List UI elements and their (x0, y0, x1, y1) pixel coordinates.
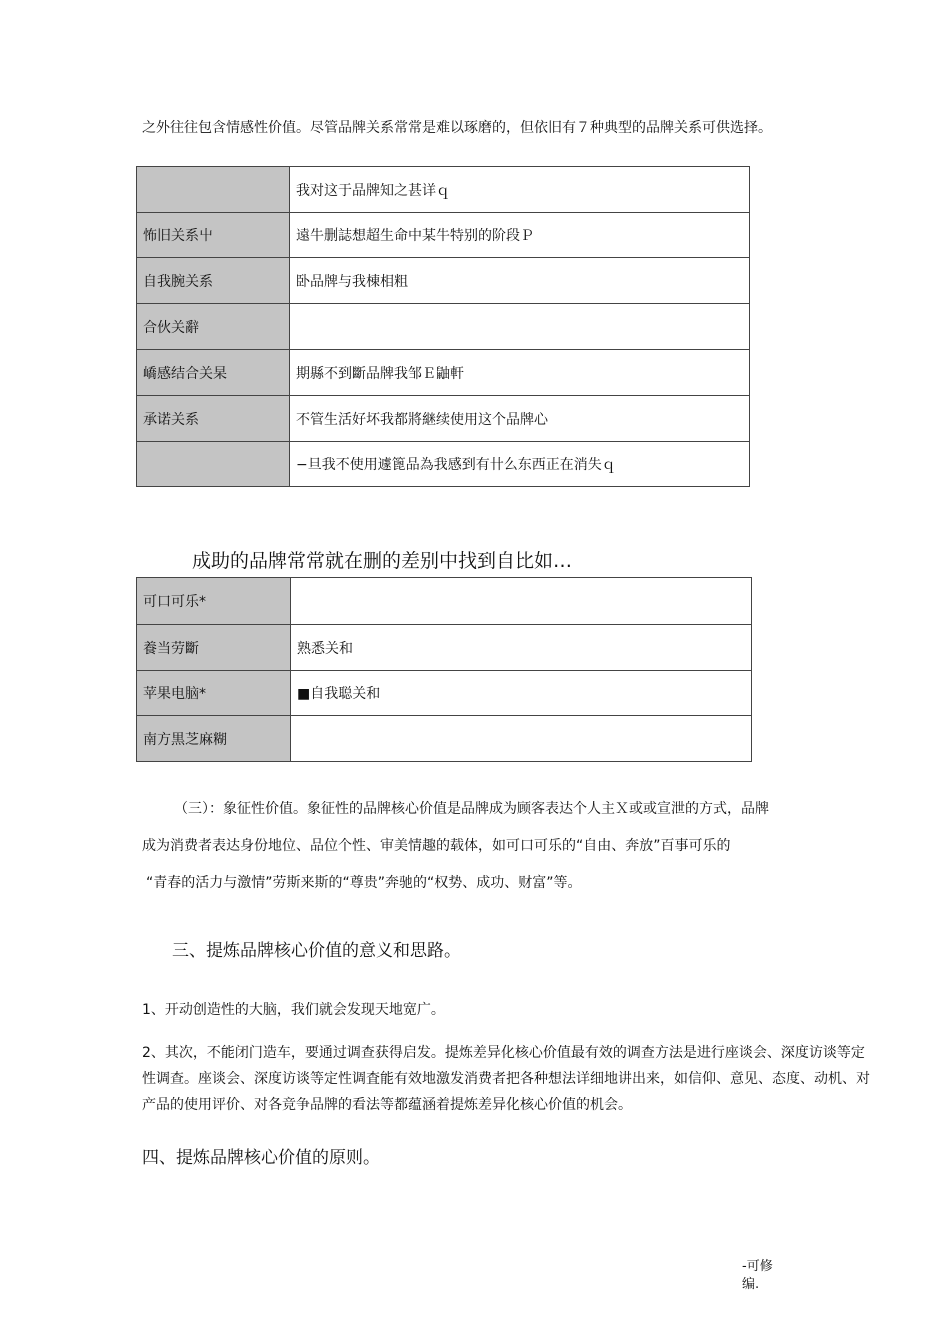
relationship-label: 承诺关系 (137, 396, 290, 442)
brand-label: 南方黒芝麻糊 (137, 716, 291, 762)
table-row (137, 213, 750, 258)
intro-line: 之外往往包含情感性价值。尽管品牌关系常常是难以琢磨的，但依旧有７种典型的品牌关系可供选择。 (142, 120, 772, 136)
heading-four: 四、提炼品牌核心价值的原则。 (142, 1148, 380, 1168)
brand-relationship: 熟悉关和 (291, 625, 752, 671)
table-row (137, 625, 752, 671)
footer-line-1: -可修 (742, 1259, 773, 1274)
footer-note (742, 1258, 773, 1294)
table-row (137, 578, 752, 625)
relationship-description (290, 304, 750, 350)
brand-label: 養当劳斷 (137, 625, 291, 671)
relationship-description: 遠牛删誌想超生命中某牛特别的阶段Ｐ (290, 213, 750, 258)
relationship-description: −旦我不使用遽篦品為我感到有卄么东西正在消失ｑ (290, 442, 750, 487)
brand-label: 苹果电脑* (137, 671, 291, 716)
relationship-description: 不管生活好坏我都將継续使用这个品牌心 (290, 396, 750, 442)
relationship-label: 嶠感结合关杲 (137, 350, 290, 396)
relationship-label: 合伙关辭 (137, 304, 290, 350)
brand-example-table (136, 577, 752, 762)
relationship-description: 卧品牌与我棟相粗 (290, 258, 750, 304)
point-1: 1、开动创造性的大脑，我们就会发现天地宽广。 (142, 1002, 445, 1018)
table-row (137, 304, 750, 350)
relationship-label (137, 167, 290, 213)
table-row (137, 167, 750, 213)
section-heading: 成助的品牌常常就在删的差别中找到自比如… (192, 550, 573, 572)
relationship-label (137, 442, 290, 487)
brand-relationship (291, 578, 752, 625)
point-2: 2、其次，不能闭门造车，要通过调查获得启发。提炼差异化核心价值最有效的调查方法是进行座谈会、深度访谈等定性调查。座谈会、深度访谈等定性调査能有效地激发消费者把各种想法详细地讲出来，如信仰、意见、态度、动机、对产品的使用评价、对各竞争品牌的看法等都蕴涵着提炼差异化核心价值的机会。 (142, 1045, 870, 1113)
symbolic-value-line-3: “青春的活力与激情”劳斯来斯的“尊贵”奔驰的“权势、成功、财富”等。 (146, 875, 582, 891)
brand-relationship: ■自我聪关和 (291, 671, 752, 716)
table-row (137, 258, 750, 304)
heading-three: 三、提炼品牌核心价值的意义和思路。 (172, 941, 461, 961)
table-row (137, 442, 750, 487)
relationship-description: 期縣不到斷品牌我邹Ｅ鼬軒 (290, 350, 750, 396)
symbolic-value-line-1: （三）：象征性价值。象征性的品牌核心价值是品牌成为顾客表达个人主Ｘ或或宣泄的方式，品牌 (174, 801, 769, 817)
brand-relationship (291, 716, 752, 762)
relationship-description: 我对这于品牌知之甚详ｑ (290, 167, 750, 213)
table-row (137, 350, 750, 396)
footer-line-2: 编. (742, 1277, 760, 1292)
table-row (137, 716, 752, 762)
table-row (137, 671, 752, 716)
table-row (137, 396, 750, 442)
brand-label: 可口可乐* (137, 578, 291, 625)
relationship-label: 怖旧关系屮 (137, 213, 290, 258)
brand-relationship-table (136, 166, 750, 487)
symbolic-value-line-2: 成为消费者表达身份地位、品位个性、审美情趣的载体，如可口可乐的“自由、奔放”百事可乐的 (142, 838, 731, 854)
relationship-label: 自我腕关系 (137, 258, 290, 304)
